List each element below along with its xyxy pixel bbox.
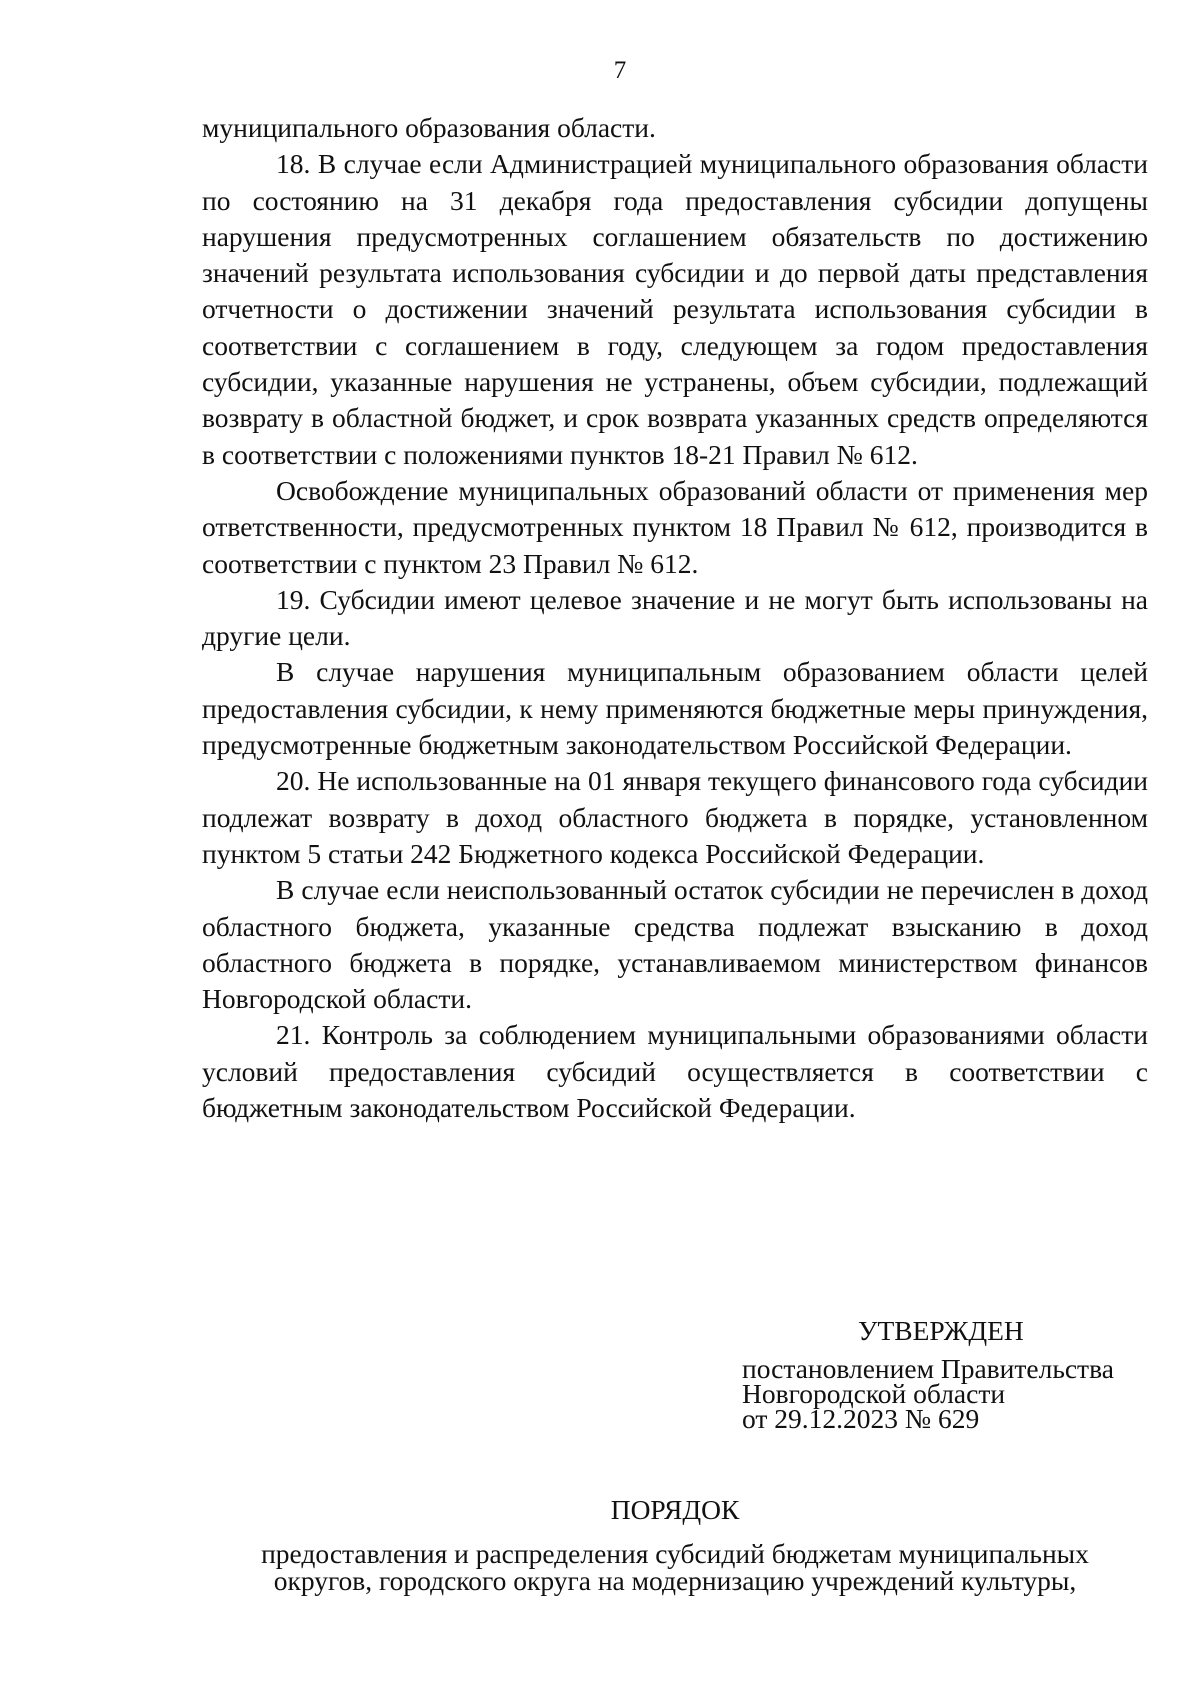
paragraph-item-20: 20. Не использованные на 01 января текущего финансового года субсидии подлежат возврату в доход областного бюджета в порядке, установленном пунктом 5 статьи 242 Бюджетного кодекса Российской Федерации. bbox=[202, 765, 1148, 869]
document-body bbox=[202, 110, 1148, 1126]
order-subtitle-line-2: округов, городского округа на модернизацию учреждений культуры, bbox=[273, 1565, 1077, 1596]
approval-line-3: от 29.12.2023 № 629 bbox=[742, 1403, 980, 1434]
paragraph-unused-balance: В случае если неиспользованный остаток субсидии не перечислен в доход областного бюджета, указанные средства подлежат взысканию в доход областного бюджета в порядке, устанавливаемом министерством финансов Новгородской области. bbox=[202, 874, 1148, 1015]
paragraph-item-18: 18. В случае если Администрацией муниципального образования области по состоянию на 31 декабря года предоставления субсидии допущены нарушения предусмотренных соглашением обязательств по достижению значений результата использования субсидии и до первой даты представления отчетности о достижении значений результата использования субсидии в соответствии с соглашением в году, следующем за годом предоставления субсидии, указанные нарушения не устранены, объем субсидии, подлежащий возврату в областной бюджет, и срок возврата указанных средств определяются в соответствии с положениями пунктов 18-21 Правил № 612. bbox=[202, 148, 1148, 470]
approval-title: УТВЕРЖДЕН bbox=[858, 1315, 1024, 1346]
paragraph-item-21: 21. Контроль за соблюдением муниципальными образованиями области условий предоставления субсидий осуществляется в соответствии с бюджетным законодательством Российской Федерации. bbox=[202, 1019, 1148, 1124]
paragraph-item-19: 19. Субсидии имеют целевое значение и не могут быть использованы на другие цели. bbox=[202, 583, 1148, 652]
paragraph-continuation: муниципального образования области. bbox=[202, 112, 656, 143]
paragraph-violation: В случае нарушения муниципальным образованием области целей предоставления субсидии, к нему применяются бюджетные меры принуждения, предусмотренные бюджетным законодательством Российской Федерации. bbox=[202, 656, 1148, 761]
approval-block bbox=[742, 1314, 1162, 1434]
paragraph-exemption: Освобождение муниципальных образований области от применения мер ответственности, предусмотренных пунктом 18 Правил № 612, производится в соответствии с пунктом 23 Правил № 612. bbox=[202, 474, 1148, 579]
order-title: ПОРЯДОК bbox=[610, 1494, 740, 1525]
page-number: 7 bbox=[613, 57, 627, 84]
order-subtitle-line-1: предоставления и распределения субсидий бюджетам муниципальных bbox=[261, 1538, 1089, 1569]
order-subtitle bbox=[0, 1540, 1200, 1594]
approval-line-2: Новгородской области bbox=[742, 1378, 1006, 1409]
approval-line-1: постановлением Правительства bbox=[742, 1353, 1114, 1384]
